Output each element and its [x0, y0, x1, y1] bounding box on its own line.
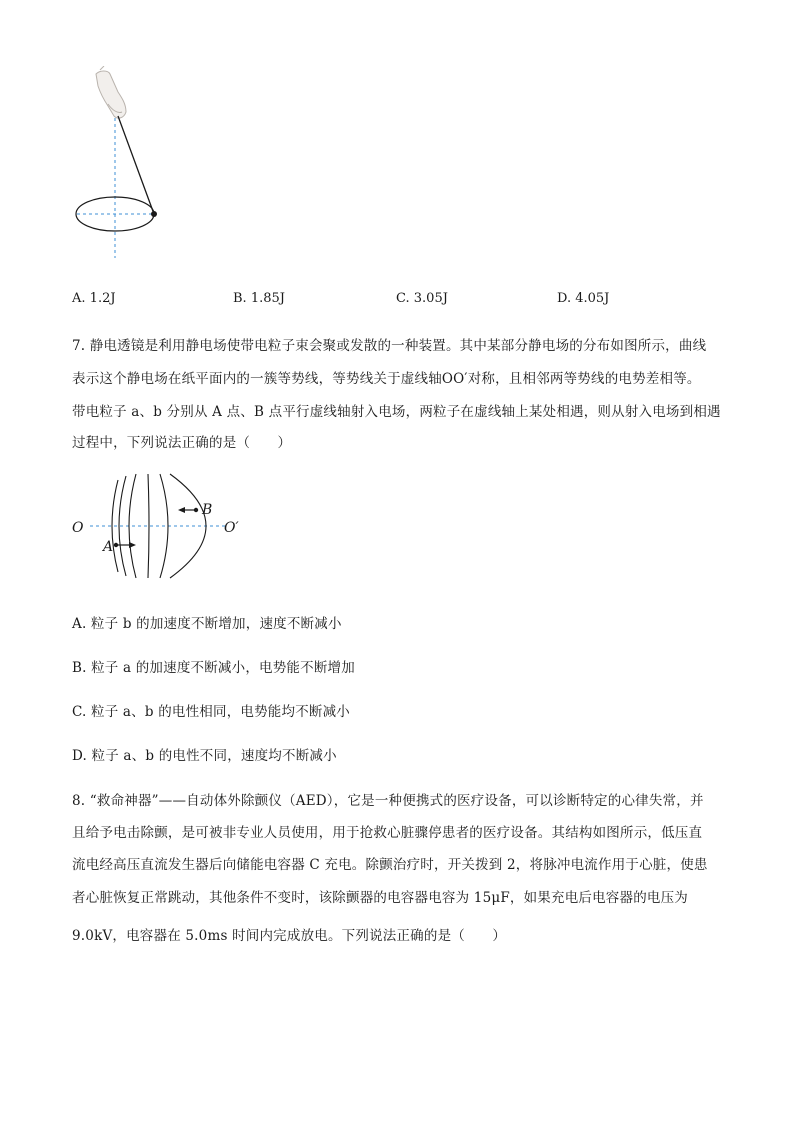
- q8-stem-line-5: 9.0kV，电容器在 5.0ms 时间内完成放电。下列说法正确的是（ ）: [72, 928, 507, 944]
- equipotential-figure: [66, 470, 256, 584]
- q6-option-c: C. 3.05J: [396, 291, 448, 306]
- label-o-prime: O′: [224, 520, 239, 536]
- q6-option-d: D. 4.05J: [557, 291, 610, 306]
- label-b: B: [202, 502, 213, 518]
- equipotential-curve-4: [148, 474, 149, 578]
- q7-option-c: C. 粒子 a、b 的电性相同，电势能均不断减小: [72, 704, 351, 720]
- q7-stem-line-3: 带电粒子 a、b 分别从 A 点、B 点平行虚线轴射入电场，两粒子在虚线轴上某处相遇，则从射入电场到相遇: [72, 404, 721, 420]
- q8-stem-line-1: 8. “救命神器”——自动体外除颤仪（AED），它是一种便携式的医疗设备，可以诊断特定的心律失常，并: [72, 793, 704, 809]
- label-o: O: [72, 520, 84, 536]
- particle-a-arrow: [114, 542, 136, 548]
- q8-stem-line-4: 者心脏恢复正常跳动，其他条件不变时，该除颤器的电容器电容为 15μF，如果充电后电容器的电压为: [72, 890, 689, 906]
- ball-dot: [151, 211, 157, 217]
- q6-option-a: A. 1.2J: [72, 291, 116, 306]
- q7-stem-line-2: 表示这个静电场在纸平面内的一簇等势线，等势线关于虚线轴OO′对称，且相邻两等势线的电势差相等。: [72, 371, 701, 387]
- q6-option-b: B. 1.85J: [233, 291, 285, 306]
- q7-option-b: B. 粒子 a 的加速度不断减小，电势能不断增加: [72, 660, 355, 676]
- q7-option-d: D. 粒子 a、b 的电性不同，速度均不断减小: [72, 748, 337, 764]
- particle-b-arrow: [178, 507, 198, 513]
- conical-pendulum-figure: [60, 66, 180, 266]
- q8-stem-line-3: 流电经高压直流发生器后向储能电容器 C 充电。除颤治疗时，开关拨到 2，将脉冲电流作用于心脏，使患: [72, 857, 708, 873]
- q7-option-a: A. 粒子 b 的加速度不断增加，速度不断减小: [72, 616, 342, 632]
- q7-stem-line-1: 7. 静电透镜是利用静电场使带电粒子束会聚或发散的一种装置。其中某部分静电场的分布如图所示，曲线: [72, 338, 707, 354]
- label-a: A: [103, 539, 114, 555]
- q7-stem-line-4: 过程中，下列说法正确的是（ ）: [72, 435, 292, 451]
- hand-icon: [96, 66, 126, 118]
- q8-stem-line-2: 且给予电击除颤，是可被非专业人员使用，用于抢救心脏骤停患者的医疗设备。其结构如图所示，低压直: [72, 825, 703, 841]
